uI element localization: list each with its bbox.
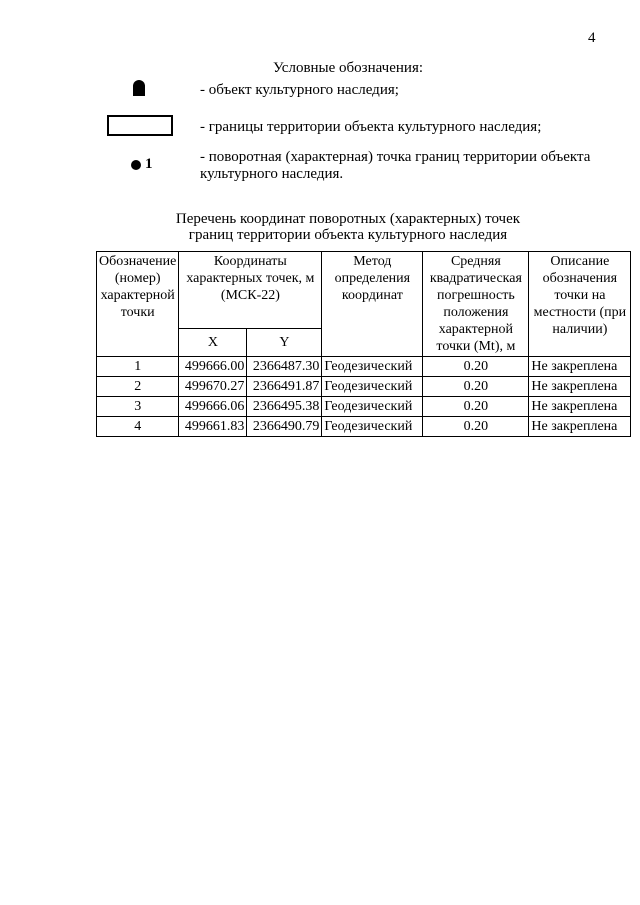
table-title-line2: границ территории объекта культурного наследия xyxy=(188,227,508,243)
boundary-rectangle-icon xyxy=(107,115,173,136)
cell-point-number: 4 xyxy=(97,417,179,437)
header-error: Средняя квадратическая погрешность положения характерной точки (Mt), м xyxy=(423,252,529,357)
cell-y: 2366495.38 xyxy=(247,397,322,417)
cell-description: Не закреплена xyxy=(529,417,631,437)
table-row xyxy=(97,417,631,437)
cell-y: 2366491.87 xyxy=(247,377,322,397)
table-row xyxy=(97,357,631,377)
object-marker-icon xyxy=(133,80,145,96)
cell-error: 0.20 xyxy=(423,397,529,417)
header-designation: Обозначение (номер) характерной точки xyxy=(97,252,179,357)
page-number: 4 xyxy=(588,30,596,46)
cell-description: Не закреплена xyxy=(529,357,631,377)
coordinates-table xyxy=(96,251,631,437)
header-y: Y xyxy=(247,328,322,356)
table-header-row xyxy=(97,252,631,329)
header-x: X xyxy=(179,328,247,356)
table-row xyxy=(97,397,631,417)
cell-method: Геодезический xyxy=(322,357,423,377)
point-symbol-label: 1 xyxy=(145,156,153,172)
point-dot-icon xyxy=(131,160,141,170)
cell-error: 0.20 xyxy=(423,377,529,397)
cell-error: 0.20 xyxy=(423,357,529,377)
cell-method: Геодезический xyxy=(322,397,423,417)
turning-point-icon xyxy=(131,156,153,173)
table-title-line1: Перечень координат поворотных (характерных) точек xyxy=(175,211,521,227)
table-title xyxy=(0,211,640,243)
legend-title: Условные обозначения: xyxy=(272,60,424,76)
cell-y: 2366490.79 xyxy=(247,417,322,437)
cell-x: 499661.83 xyxy=(179,417,247,437)
cell-x: 499666.00 xyxy=(179,357,247,377)
cell-description: Не закреплена xyxy=(529,377,631,397)
cell-y: 2366487.30 xyxy=(247,357,322,377)
cell-point-number: 2 xyxy=(97,377,179,397)
legend-item-boundary: - границы территории объекта культурного наследия; xyxy=(200,119,542,135)
header-method: Метод определения координат xyxy=(322,252,423,357)
cell-x: 499670.27 xyxy=(179,377,247,397)
table-row xyxy=(97,377,631,397)
legend-item-point: - поворотная (характерная) точка границ территории объекта культурного наследия. xyxy=(200,149,591,182)
cell-error: 0.20 xyxy=(423,417,529,437)
cell-description: Не закреплена xyxy=(529,397,631,417)
cell-method: Геодезический xyxy=(322,417,423,437)
legend-item-object: - объект культурного наследия; xyxy=(200,82,399,98)
cell-point-number: 1 xyxy=(97,357,179,377)
header-coordinates: Координаты характерных точек, м (МСК-22) xyxy=(179,252,322,329)
cell-x: 499666.06 xyxy=(179,397,247,417)
header-description: Описание обозначения точки на местности (при наличии) xyxy=(529,252,631,357)
cell-method: Геодезический xyxy=(322,377,423,397)
cell-point-number: 3 xyxy=(97,397,179,417)
